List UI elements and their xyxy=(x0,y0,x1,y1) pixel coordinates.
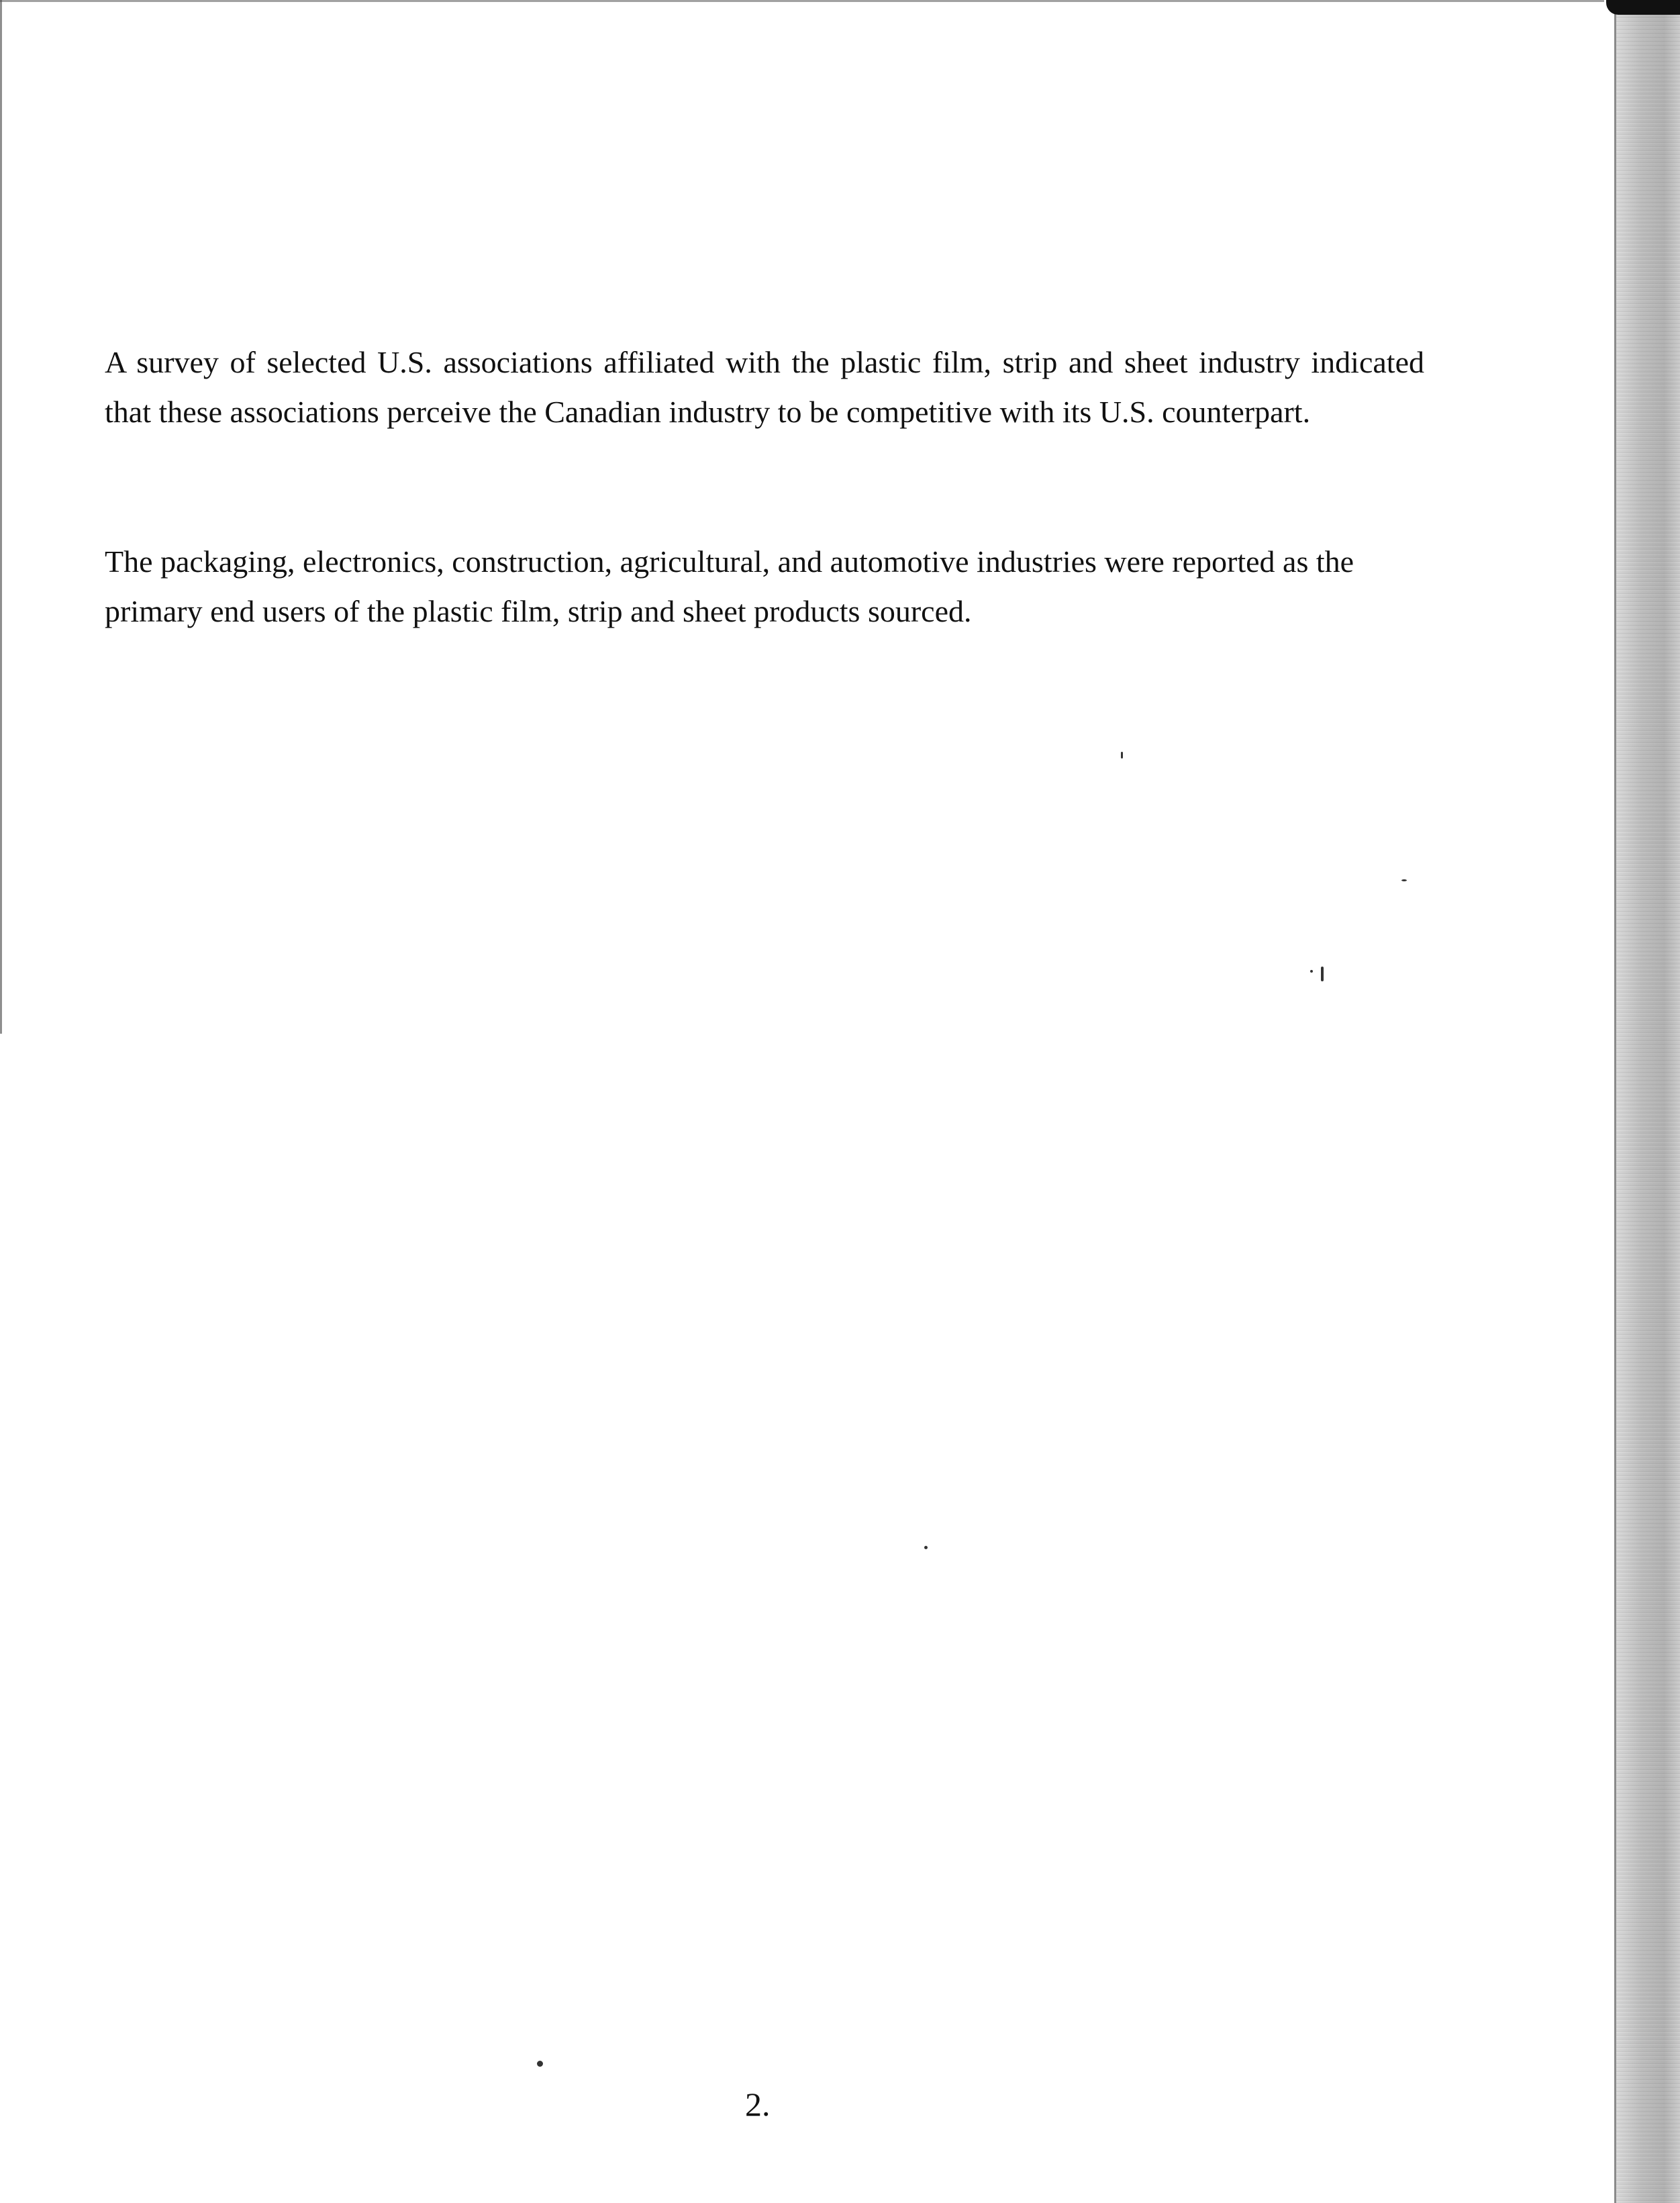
scan-speck xyxy=(537,2061,543,2067)
scan-speck xyxy=(1401,879,1407,881)
scan-speck xyxy=(1321,967,1324,981)
scan-corner-shadow xyxy=(1606,0,1680,15)
scan-speck xyxy=(924,1546,928,1549)
scan-speck xyxy=(1121,752,1123,758)
scan-left-edge xyxy=(0,0,2,1034)
body-paragraph-survey: A survey of selected U.S. associations affiliated with the plastic film, strip and sheet industry indicated that these associations perceive the Canadian industry to be competitive with its U.S. counterpart. xyxy=(105,345,1424,429)
scan-top-edge xyxy=(0,0,1604,2)
scan-right-binding-edge xyxy=(1614,0,1680,2203)
scan-speck xyxy=(1310,970,1313,973)
body-paragraph-end-users: The packaging, electronics, construction, agricultural, and automotive industries were reported as the primary end users of the plastic film, strip and sheet products sourced. xyxy=(105,544,1354,628)
page-number: 2. xyxy=(745,2086,771,2123)
